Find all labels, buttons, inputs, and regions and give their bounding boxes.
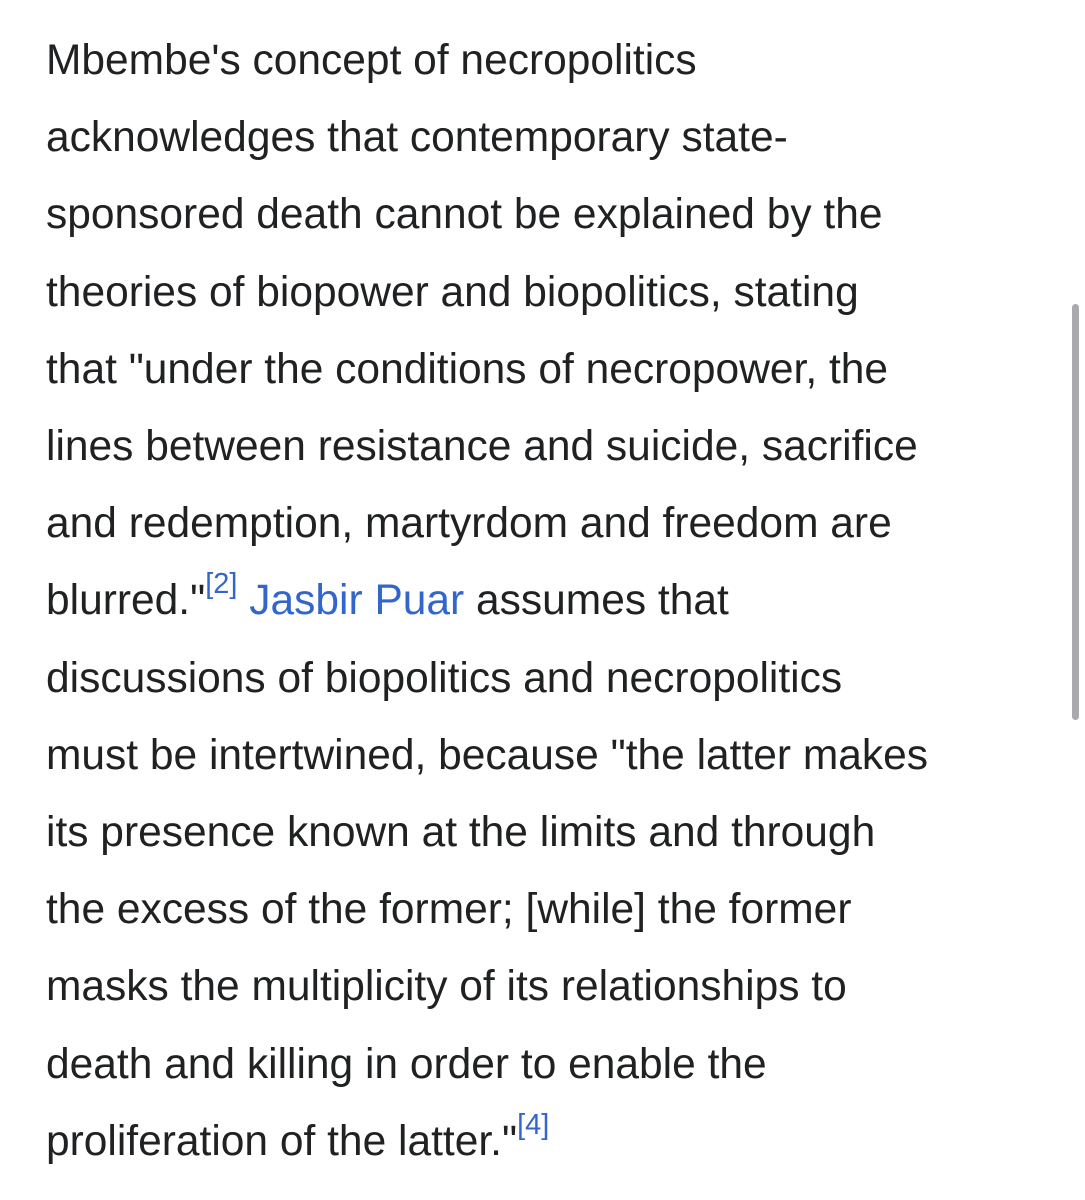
paragraph-text: proliferation of the latter." <box>46 1117 518 1165</box>
citation-link[interactable]: [2] <box>205 568 238 601</box>
paragraph-line: discussions of biopolitics and necropolitics <box>46 654 843 702</box>
paragraph-line: acknowledges that contemporary state- <box>46 114 788 162</box>
article-paragraph <box>46 22 1056 1180</box>
paragraph-text: blurred." <box>46 577 206 625</box>
paragraph-line: sponsored death cannot be explained by the <box>46 191 883 239</box>
paragraph-line: and redemption, martyrdom and freedom are <box>46 500 892 548</box>
citation-link[interactable]: [4] <box>517 1108 550 1141</box>
citation-ref-4[interactable] <box>517 1109 549 1141</box>
paragraph-text: assumes that <box>464 577 729 625</box>
paragraph-line <box>46 1103 1056 1180</box>
vertical-scrollbar[interactable] <box>1072 304 1079 720</box>
paragraph-line <box>46 562 1056 639</box>
jasbir-puar-link[interactable]: Jasbir Puar <box>249 577 465 625</box>
paragraph-line: Mbembe's concept of necropolitics <box>46 37 697 84</box>
paragraph-line: must be intertwined, because "the latter makes <box>46 731 929 779</box>
paragraph-line: masks the multiplicity of its relationships to <box>46 963 847 1011</box>
paragraph-line: the excess of the former; [while] the former <box>46 886 852 934</box>
citation-ref-2[interactable] <box>205 568 237 600</box>
paragraph-line: death and killing in order to enable the <box>46 1040 767 1088</box>
paragraph-line: its presence known at the limits and through <box>46 809 876 857</box>
paragraph-line: that "under the conditions of necropower, the <box>46 345 889 393</box>
paragraph-line: theories of biopower and biopolitics, stating <box>46 268 859 316</box>
paragraph-line: lines between resistance and suicide, sacrifice <box>46 423 918 471</box>
